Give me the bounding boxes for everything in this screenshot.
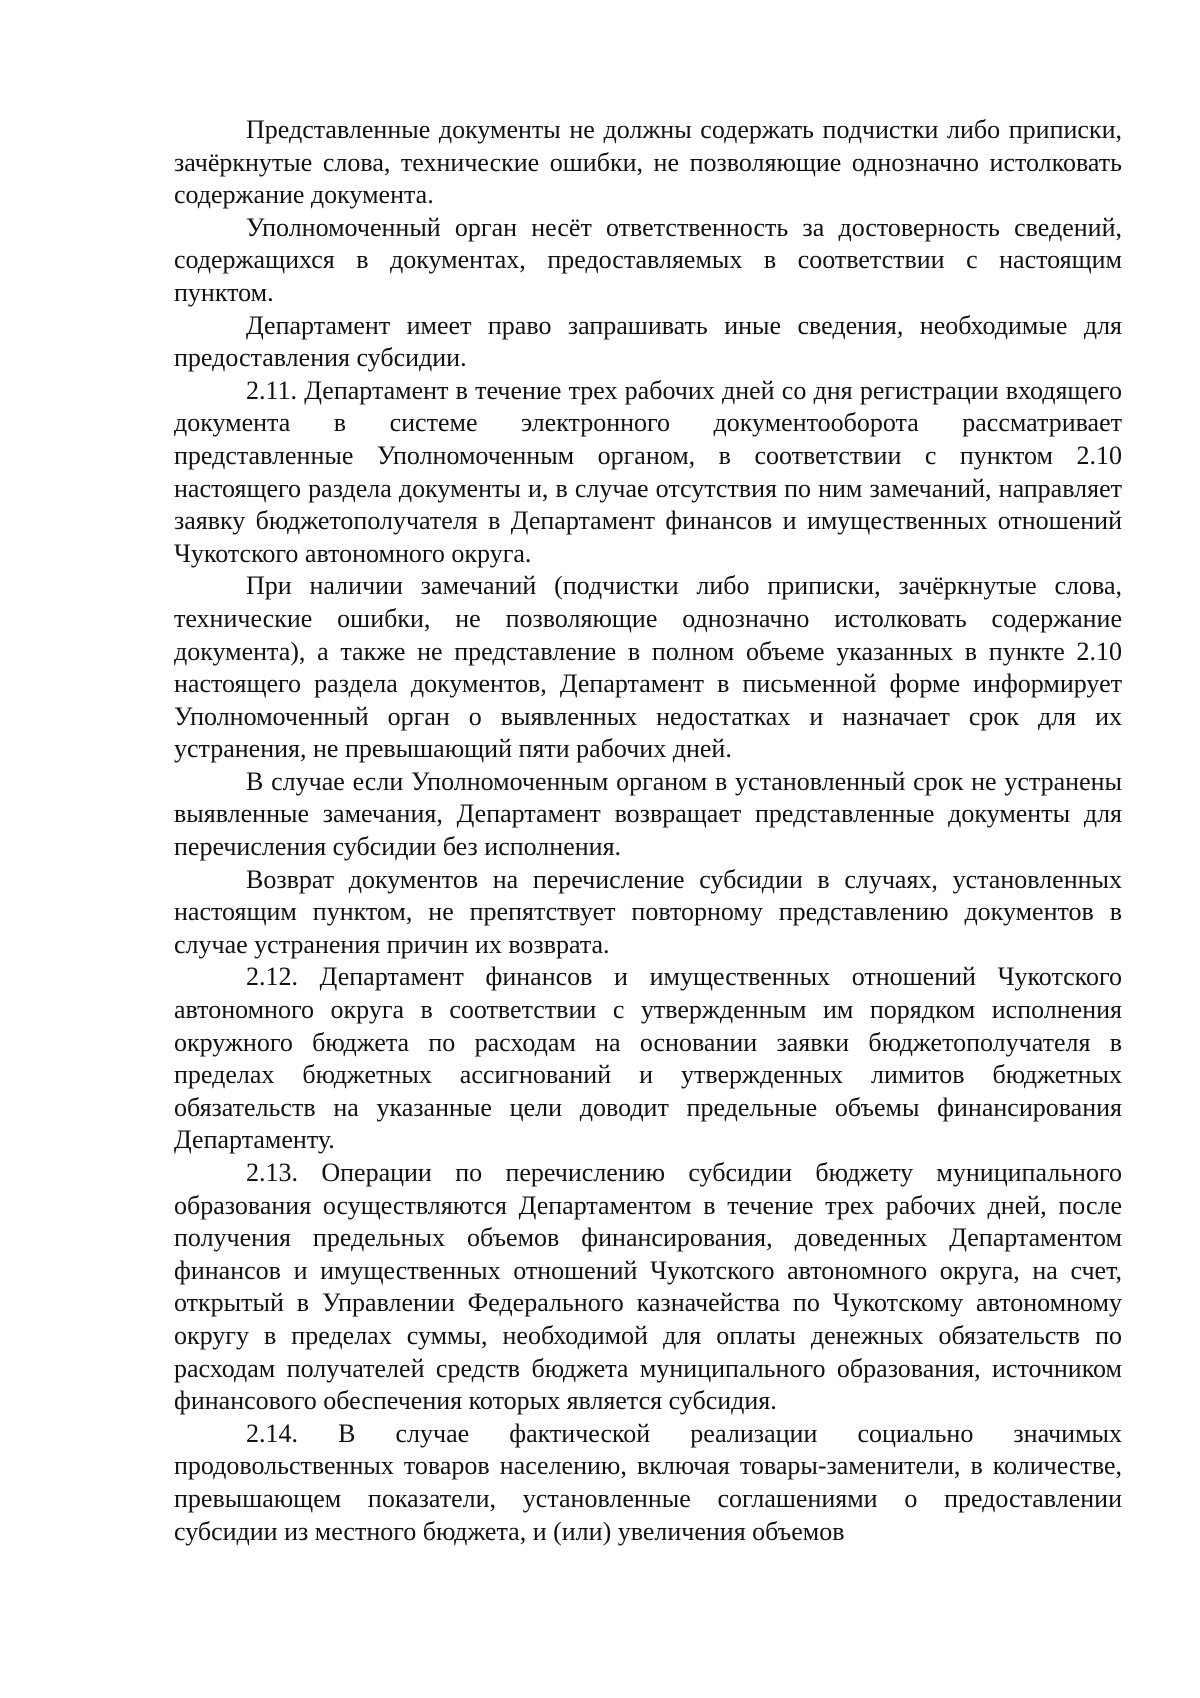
paragraph-clause-2-12: 2.12. Департамент финансов и имущественных отношений Чукотского автономного округа в соответствии с утвержденным им порядком исполнения окружного бюджета по расходам на основании заявки бюджетополучателя в пределах бюджетных ассигнований и утвержденных лимитов бюджетных обязательств на указанные цели доводит предельные объемы финансирования Департаменту.: [174, 962, 1122, 1155]
paragraph-clause-2-11: 2.11. Департамент в течение трех рабочих дней со дня регистрации входящего документа в системе электронного документооборота рассматривает представленные Уполномоченным органом, в соответствии с пунктом 2.10 настоящего раздела документы и, в случае отсутствия по ним замечаний, направляет заявку бюджетополучателя в Департамент финансов и имущественных отношений Чукотского автономного округа.: [174, 375, 1122, 568]
paragraph-authority-responsibility: Уполномоченный орган несёт ответственность за достоверность сведений, содержащихся в документах, предоставляемых в соответствии с настоящим пунктом.: [174, 212, 1122, 307]
paragraph-documents-requirements: Представленные документы не должны содержать подчистки либо приписки, зачёркнутые слова, технические ошибки, не позволяющие однозначно истолковать содержание документа.: [174, 115, 1122, 210]
paragraph-return-without-execution: В случае если Уполномоченным органом в установленный срок не устранены выявленные замечания, Департамент возвращает представленные документы для перечисления субсидии без исполнения.: [174, 766, 1122, 862]
document-body: [174, 114, 1122, 1548]
paragraph-department-right: Департамент имеет право запрашивать иные сведения, необходимые для предоставления субсидии.: [174, 310, 1122, 373]
paragraph-repeat-submission: Возврат документов на перечисление субсидии в случаях, установленных настоящим пунктом, не препятствует повторному представлению документов в случае устранения причин их возврата.: [174, 864, 1122, 959]
paragraph-clause-2-13: 2.13. Операции по перечислению субсидии бюджету муниципального образования осуществляются Департаментом в течение трех рабочих дней, после получения предельных объемов финансирования, доведенных Департаментом финансов и имущественных отношений Чукотского автономного округа, на счет, открытый в Управлении Федерального казначейства по Чукотскому автономному округу в пределах суммы, необходимой для оплаты денежных обязательств по расходам получателей средств бюджета муниципального образования, источником финансового обеспечения которых является субсидия.: [174, 1158, 1122, 1416]
paragraph-remarks: При наличии замечаний (подчистки либо приписки, зачёркнутые слова, технические ошибки, не позволяющие однозначно истолковать содержание документа), а также не представление в полном объеме указанных в пункте 2.10 настоящего раздела документов, Департамент в письменной форме информирует Уполномоченный орган о выявленных недостатках и назначает срок для их устранения, не превышающий пяти рабочих дней.: [174, 571, 1122, 764]
paragraph-clause-2-14: 2.14. В случае фактической реализации социально значимых продовольственных товаров населению, включая товары-заменители, в количестве, превышающем показатели, установленные соглашениями о предоставлении субсидии из местного бюджета, и (или) увеличения объемов: [174, 1418, 1122, 1546]
